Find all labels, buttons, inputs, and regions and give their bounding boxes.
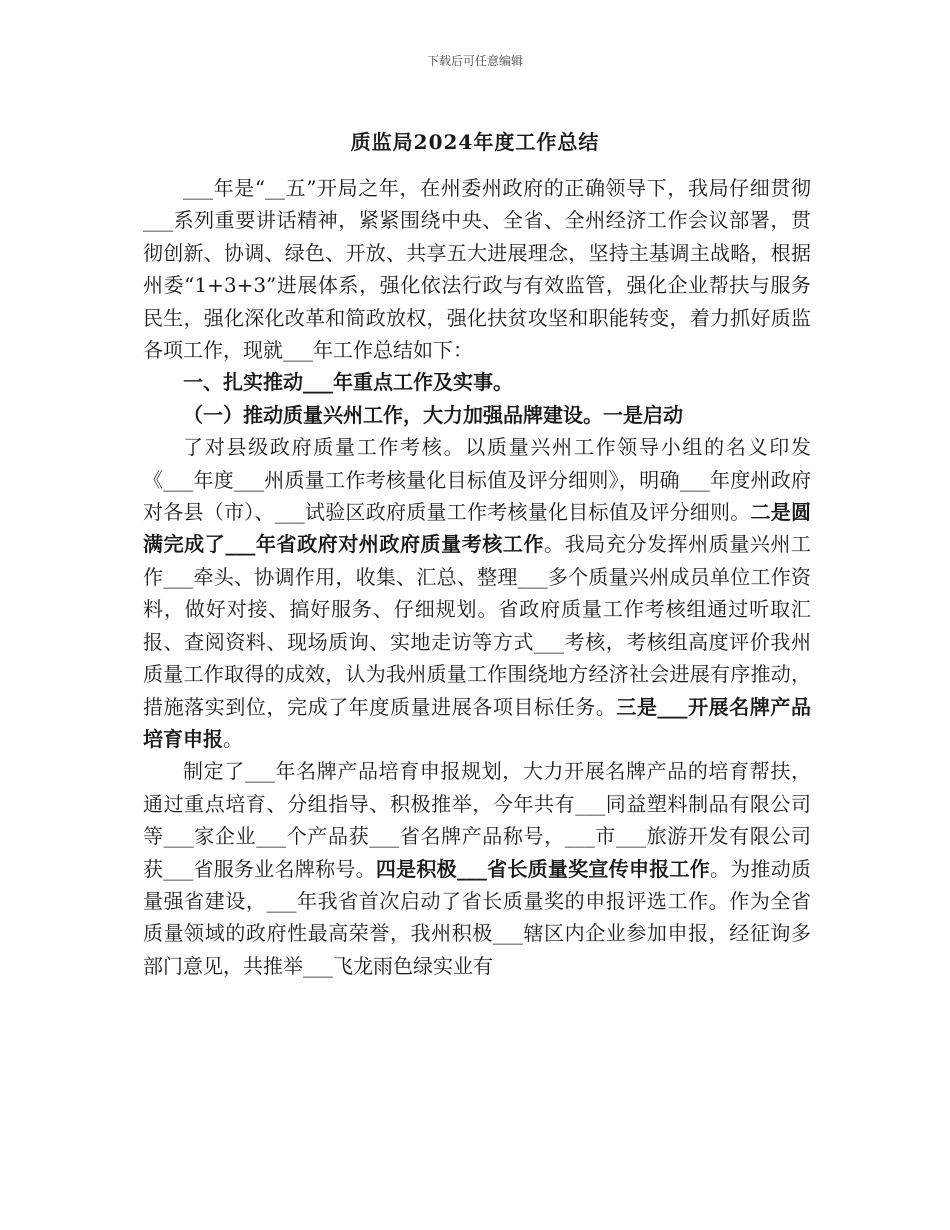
paragraph-2-bold-d: 三是___开展名牌产品培育申报	[143, 694, 812, 751]
paragraph-2-text-a: 了对县级政府质量工作考核。以质量兴州工作领导小组的名义印发《___年度___州质量工作考核量化目标值及评分细则》，明确___年度州政府对各县（市）、___试验区政府质量工作考核量化目标值及评分细则。	[143, 435, 811, 525]
paragraph-2-bold-b: 二是圆满完成了___年省政府对州政府质量考核工作	[143, 500, 811, 557]
paragraph-2-text-e: 。	[223, 726, 243, 751]
paragraph-3	[143, 755, 811, 982]
document-title: 质监局2024年度工作总结	[350, 130, 600, 154]
intro-paragraph: ___年是“__五”开局之年，在州委州政府的正确领导下，我局仔细贯彻___系列重要讲话精神，紧紧围绕中央、全省、全州经济工作会议部署，贯彻创新、协调、绿色、开放、共享五大进展理念，坚持主基调主战略，根据州委“1+3+3”进展体系，强化依法行政与有效监管，强化企业帮扶与服务民生，强化深化改革和简政放权，强化扶贫攻坚和职能转变，着力抓好质监各项工作，现就___年工作总结如下：	[143, 176, 811, 363]
section-heading: 一、扎实推动___年重点工作及实事。	[183, 370, 513, 395]
paragraph-3-text-c: 。为推动质量强省建设，___年我省首次启动了省长质量奖的申报评选工作。作为全省质量领域的政府性最高荣誉，我州积极___辖区内企业参加申报，经征询多部门意见，共推举___飞龙雨色绿实业有	[143, 856, 812, 978]
paragraph-2	[143, 431, 811, 755]
subsection-heading: （一）推动质量兴州工作，大力加强品牌建设。一是启动	[183, 402, 683, 427]
document-body	[143, 172, 811, 982]
paragraph-2-text-c: 。我局充分发挥州质量兴州工作___牵头、协调作用，收集、汇总、整理___多个质量兴州成员单位工作资料，做好对接、搞好服务、仔细规划。省政府质量工作考核组通过听取汇报、查阅资料、现场质询、实地走访等方式___考核，考核组高度评价我州质量工作取得的成效，认为我州质量工作围绕地方经济社会进展有序推动，措施落实到位，完成了年度质量进展各项目标任务。	[143, 532, 812, 719]
header-note: 下载后可任意编辑	[426, 54, 523, 68]
paragraph-3-bold-b: 四是积极___省长质量奖宣传申报工作	[375, 856, 710, 881]
paragraph-3-text-a: 制定了___年名牌产品培育申报规划，大力开展名牌产品的培育帮扶，通过重点培育、分组指导、积极推举，今年共有___同益塑料制品有限公司等___家企业___个产品获___省名牌产品称号，___市___旅游开发有限公司获___省服务业名牌称号。	[143, 759, 811, 881]
